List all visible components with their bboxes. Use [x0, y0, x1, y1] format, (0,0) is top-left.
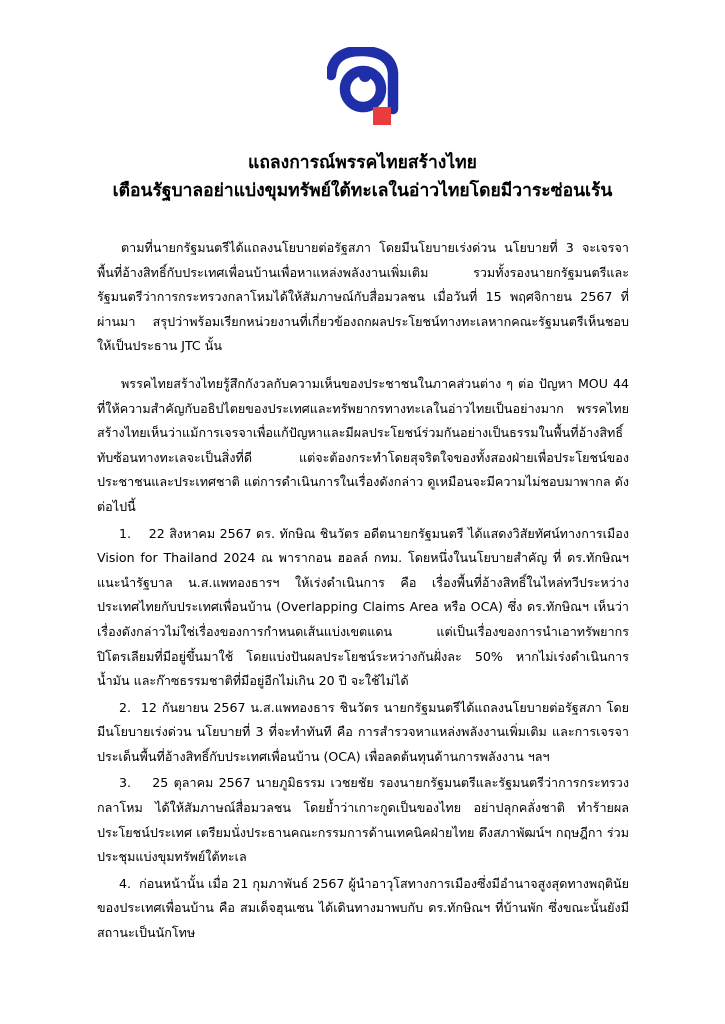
party-logo-icon — [327, 47, 399, 127]
statement-title: แถลงการณ์พรรคไทยสร้างไทย — [248, 153, 477, 173]
list-item: 4. ก่อนหน้านั้น เมื่อ 21 กุมภาพันธ์ 2567 ผู้นำอาวุโสทางการเมืองซึ่งมีอำนาจสูงสุดทางพฤตินัยของประเทศเพื่อนบ้าน คือ สมเด็จฮุนเซน ได้เดินทางมาพบกับ ดร.ทักษิณฯ ที่บ้านพัก ซึ่งขณะนั้นยังมีสถานะเป็นนักโทษ — [97, 875, 629, 941]
paragraph-intro: ตามที่นายกรัฐมนตรีได้แถลงนโยบายต่อรัฐสภา โดยมีนโยบายเร่งด่วน นโยบายที่ 3 จะเจรจาพื้นที่อ้างสิทธิ์กับประเทศเพื่อนบ้านเพื่อหาแหล่งพลังงานเพิ่มเติม รวมทั้งรองนายกรัฐมนตรีและรัฐมนตรีว่าการกระทรวงกลาโหมได้ให้สัมภาษณ์กับสื่อมวลชน เมื่อวันที่ 15 พฤศจิกายน 2567 ที่ผ่านมา สรุปว่าพร้อมเรียกหน่วยงานที่เกี่ยวข้องถกผลประโยชน์ทางทะเลหากคณะรัฐมนตรีเห็นชอบให้เป็นประธาน JTC นั้น — [97, 240, 629, 354]
statement-subtitle: เตือนรัฐบาลอย่าแบ่งขุมทรัพย์ใต้ทะเลในอ่าวไทยโดยมีวาระซ่อนเร้น — [112, 181, 613, 201]
list-item: 3. 25 ตุลาคม 2567 นายภูมิธรรม เวชยชัย รองนายกรัฐมนตรีและรัฐมนตรีว่าการกระทรวงกลาโหม ได้ให้สัมภาษณ์สื่อมวลชน โดยย้ำว่าเกาะกูดเป็นของไทย อย่าปลุกคลั่งชาติ ทำร้ายผลประโยชน์ประเทศ เตรียมนั่งประธานคณะกรรมการด้านเทคนิคฝ่ายไทย ดึงสภาพัฒน์ฯ กฤษฎีกา ร่วมประชุมแบ่งขุมทรัพย์ใต้ทะเล — [97, 775, 629, 865]
list-item: 2. 12 กันยายน 2567 น.ส.แพทองธาร ชินวัตร นายกรัฐมนตรีได้แถลงนโยบายต่อรัฐสภา โดยมีนโยบายเร่งด่วน นโยบายที่ 3 ที่จะทำทันที คือ การสำรวจหาแหล่งพลังงานเพิ่มเติม และการเจรจาประเด็นพื้นที่อ้างสิทธิ์กับประเทศเพื่อนบ้าน (OCA) เพื่อลดต้นทุนด้านการพลังงาน ฯลฯ — [97, 699, 629, 764]
list-item: 1. 22 สิงหาคม 2567 ดร. ทักษิณ ชินวัตร อดีตนายกรัฐมนตรี ได้แสดงวิสัยทัศน์ทางการเมือง Vision for Thailand 2024 ณ พารากอน ฮอลล์ กทม. โดยหนึ่งในนโยบายสำคัญ ที่ ดร.ทักษิณฯ แนะนำรัฐบาล น.ส.แพทองธารฯ ให้เร่งดำเนินการ คือ เรื่องพื้นที่อ้างสิทธิ์ในไหล่ทวีประหว่างประเทศไทยกับประเทศเพื่อนบ้าน (Overlapping Claims Area หรือ OCA) ซึ่ง ดร.ทักษิณฯ เห็นว่าเรื่องดังกล่าวไม่ใช่เรื่องของการกำหนดเส้นแบ่งเขตแดน แต่เป็นเรื่องของการนำเอาทรัพยากรปิโตรเลียมที่มีอยู่ขึ้นมาใช้ โดยแบ่งปันผลประโยชน์ระหว่างกันฝั่งละ 50% หากไม่เร่งดำเนินการ น้ำมัน และก๊าซธรรมชาติที่มีอยู่อีกไม่เกิน 20 ปี จะใช้ไม่ได้ — [97, 525, 629, 689]
statement-body — [97, 236, 629, 948]
party-logo-so-icon — [327, 47, 399, 127]
paragraph-concern: พรรคไทยสร้างไทยรู้สึกกังวลกับความเห็นของประชาชนในภาคส่วนต่าง ๆ ต่อ ปัญหา MOU 44 ที่ให้ความสำคัญกับอธิปไตยของประเทศและทรัพยากรทางทะเลในอ่าวไทยเป็นอย่างมาก พรรคไทยสร้างไทยเห็นว่าแม้การเจรจาเพื่อแก้ปัญหาและมีผลประโยชน์ร่วมกันอย่างเป็นธรรมในพื้นที่อ้างสิทธิ์ทับซ้อนทางทะเลจะเป็นสิ่งที่ดี แต่จะต้องกระทำโดยสุจริตใจของทั้งสองฝ่ายเพื่อประโยชน์ของประชาชนและประเทศชาติ แต่การดำเนินการในเรื่องดังกล่าว ดูเหมือนจะมีความไม่ชอบมาพากล ดังต่อไปนี้ — [97, 375, 629, 514]
